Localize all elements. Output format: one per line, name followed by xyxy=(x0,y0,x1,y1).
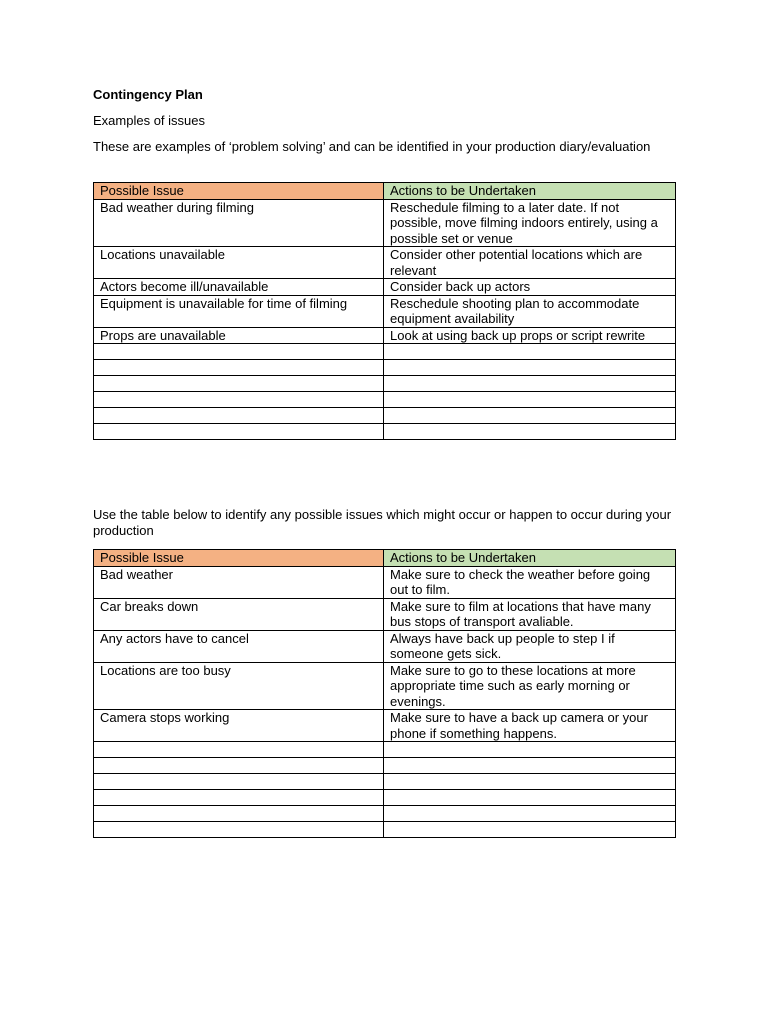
table-row xyxy=(94,344,676,360)
issue-cell xyxy=(94,790,384,806)
examples-table-body xyxy=(94,183,676,440)
action-cell: Consider other potential locations which are relevant xyxy=(384,247,676,279)
table-row xyxy=(94,392,676,408)
action-cell: Make sure to check the weather before going out to film. xyxy=(384,566,676,598)
header-actions: Actions to be Undertaken xyxy=(384,550,676,567)
issue-cell: Locations are too busy xyxy=(94,662,384,710)
table-row xyxy=(94,630,676,662)
issue-cell xyxy=(94,424,384,440)
issue-cell: Equipment is unavailable for time of filming xyxy=(94,295,384,327)
production-issues-table xyxy=(93,549,676,838)
table-row xyxy=(94,806,676,822)
table-row xyxy=(94,376,676,392)
action-cell: Reschedule filming to a later date. If not possible, move filming indoors entirely, using a possible set or venue xyxy=(384,199,676,247)
table-row xyxy=(94,566,676,598)
instruction-paragraph: Use the table below to identify any possible issues which might occur or happen to occur during your production xyxy=(93,507,672,538)
table-row xyxy=(94,408,676,424)
header-possible-issue: Possible Issue xyxy=(94,183,384,200)
issue-cell xyxy=(94,806,384,822)
table-row xyxy=(94,662,676,710)
table-row xyxy=(94,424,676,440)
issue-cell: Bad weather during filming xyxy=(94,199,384,247)
examples-table xyxy=(93,182,676,440)
action-cell xyxy=(384,376,676,392)
table-row xyxy=(94,758,676,774)
issue-cell xyxy=(94,392,384,408)
table-row xyxy=(94,598,676,630)
action-cell: Make sure to go to these locations at more appropriate time such as early morning or evenings. xyxy=(384,662,676,710)
issue-cell xyxy=(94,408,384,424)
action-cell: Consider back up actors xyxy=(384,279,676,296)
issue-cell: Props are unavailable xyxy=(94,327,384,344)
table-row xyxy=(94,295,676,327)
table-row xyxy=(94,774,676,790)
issue-cell: Actors become ill/unavailable xyxy=(94,279,384,296)
header-actions: Actions to be Undertaken xyxy=(384,183,676,200)
action-cell xyxy=(384,408,676,424)
table-header-row xyxy=(94,183,676,200)
table-row xyxy=(94,710,676,742)
page-title: Contingency Plan xyxy=(93,87,203,102)
action-cell xyxy=(384,424,676,440)
issue-cell: Car breaks down xyxy=(94,598,384,630)
issue-cell: Bad weather xyxy=(94,566,384,598)
issue-cell xyxy=(94,344,384,360)
action-cell: Make sure to film at locations that have many bus stops of transport avaliable. xyxy=(384,598,676,630)
action-cell: Reschedule shooting plan to accommodate equipment availability xyxy=(384,295,676,327)
intro-paragraph: These are examples of ‘problem solving’ and can be identified in your production diary/evaluation xyxy=(93,139,651,154)
issue-cell: Any actors have to cancel xyxy=(94,630,384,662)
issue-cell: Camera stops working xyxy=(94,710,384,742)
issue-cell xyxy=(94,774,384,790)
action-cell xyxy=(384,822,676,838)
page-subtitle: Examples of issues xyxy=(93,113,205,128)
table-row xyxy=(94,360,676,376)
action-cell xyxy=(384,360,676,376)
issue-cell: Locations unavailable xyxy=(94,247,384,279)
action-cell xyxy=(384,344,676,360)
action-cell xyxy=(384,742,676,758)
action-cell: Make sure to have a back up camera or your phone if something happens. xyxy=(384,710,676,742)
action-cell xyxy=(384,774,676,790)
issue-cell xyxy=(94,360,384,376)
issue-cell xyxy=(94,758,384,774)
action-cell: Always have back up people to step I if someone gets sick. xyxy=(384,630,676,662)
table-row xyxy=(94,199,676,247)
action-cell: Look at using back up props or script rewrite xyxy=(384,327,676,344)
table-row xyxy=(94,790,676,806)
action-cell xyxy=(384,758,676,774)
issue-cell xyxy=(94,822,384,838)
production-issues-table-body xyxy=(94,550,676,838)
header-possible-issue: Possible Issue xyxy=(94,550,384,567)
table-row xyxy=(94,822,676,838)
table-row xyxy=(94,742,676,758)
table-row xyxy=(94,279,676,296)
issue-cell xyxy=(94,376,384,392)
table-row xyxy=(94,327,676,344)
table-row xyxy=(94,247,676,279)
action-cell xyxy=(384,806,676,822)
action-cell xyxy=(384,392,676,408)
action-cell xyxy=(384,790,676,806)
issue-cell xyxy=(94,742,384,758)
table-header-row xyxy=(94,550,676,567)
